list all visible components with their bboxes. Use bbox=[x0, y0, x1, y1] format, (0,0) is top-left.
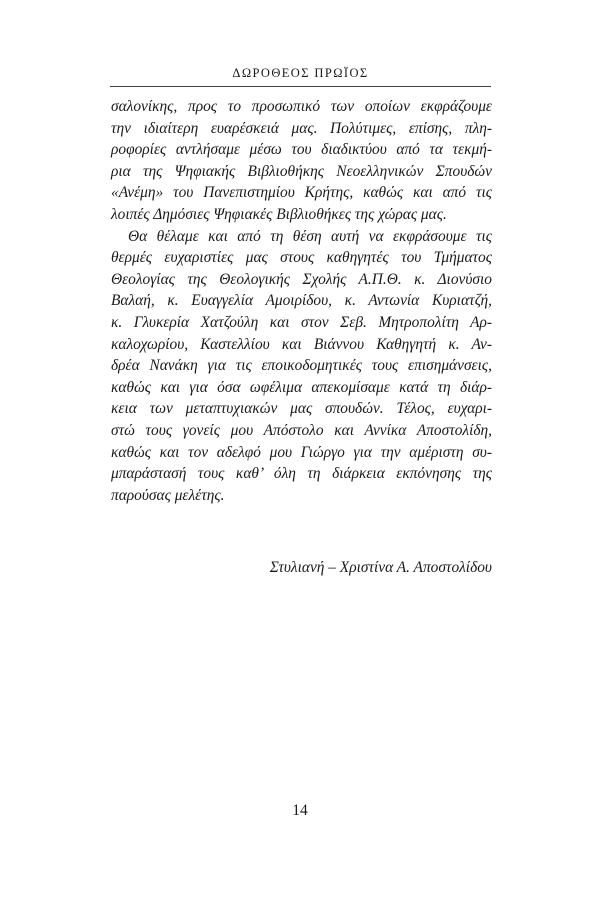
text-line: «Ανέμη» του Πανεπιστημίου Κρήτης, καθώς και από τις bbox=[111, 184, 492, 202]
text-line: ρια της Ψηφιακής Βιβλιοθήκης Νεοελληνικών Σπουδών bbox=[111, 162, 492, 180]
text-line: την ιδιαίτερη ευαρέσκειά μας. Πολύτιμες, επίσης, πλη- bbox=[111, 119, 492, 137]
text-line: Θεολογίας της Θεολογικής Σχολής Α.Π.Θ. κ. Διονύσιο bbox=[111, 270, 492, 288]
text-line: στώ τους γονείς μου Απόστολο και Αννίκα Αποστολίδη, bbox=[111, 421, 492, 439]
text-line: καλοχωρίου, Καστελλίου και Βιάννου Καθηγητή κ. Αν- bbox=[111, 335, 492, 353]
signature: Στυλιανή – Χριστίνα Α. Αποστολίδου bbox=[269, 559, 492, 576]
text-line: κεια των μεταπτυχιακών μας σπουδών. Τέλος, ευχαρι- bbox=[111, 400, 492, 418]
page-number: 14 bbox=[292, 802, 308, 819]
text-line: Θα θέλαμε και από τη θέση αυτή να εκφράσουμε τις bbox=[128, 227, 492, 245]
text-line: παρούσας μελέτης. bbox=[111, 486, 225, 504]
text-line: Βαλαή, κ. Ευαγγελία Αμοιρίδου, κ. Αντωνία Κυριατζή, bbox=[111, 292, 492, 310]
text-line: κ. Γλυκερία Χατζούλη και στον Σεβ. Μητροπολίτη Αρ- bbox=[111, 313, 492, 331]
text-line: μπαράστασή τους καθ’ όλη τη διάρκεια εκπόνησης της bbox=[111, 465, 492, 483]
running-head: ΔΩΡΟΘΕΟΣ ΠΡΩΪΟΣ bbox=[232, 66, 369, 80]
body-text bbox=[111, 96, 492, 506]
text-line: δρέα Νανάκη για τις εποικοδομητικές τους επισημάνσεις, bbox=[111, 357, 492, 375]
text-line: ροφορίες αντλήσαμε μέσω του διαδικτύου από τα τεκμή- bbox=[111, 141, 492, 159]
text-line: καθώς και τον αδελφό μου Γιώργο για την αμέριστη συ- bbox=[111, 443, 492, 461]
header-rule bbox=[110, 86, 491, 87]
text-line: λοιπές Δημόσιες Ψηφιακές Βιβλιοθήκες της χώρας μας. bbox=[111, 205, 447, 223]
text-line: καθώς και για όσα ωφέλιμα απεκομίσαμε κατά τη διάρ- bbox=[111, 378, 492, 396]
text-line: σαλονίκης, προς το προσωπικό των οποίων εκφράζουμε bbox=[111, 98, 492, 115]
text-line: θερμές ευχαριστίες μας στους καθηγητές του Τμήματος bbox=[111, 249, 492, 267]
